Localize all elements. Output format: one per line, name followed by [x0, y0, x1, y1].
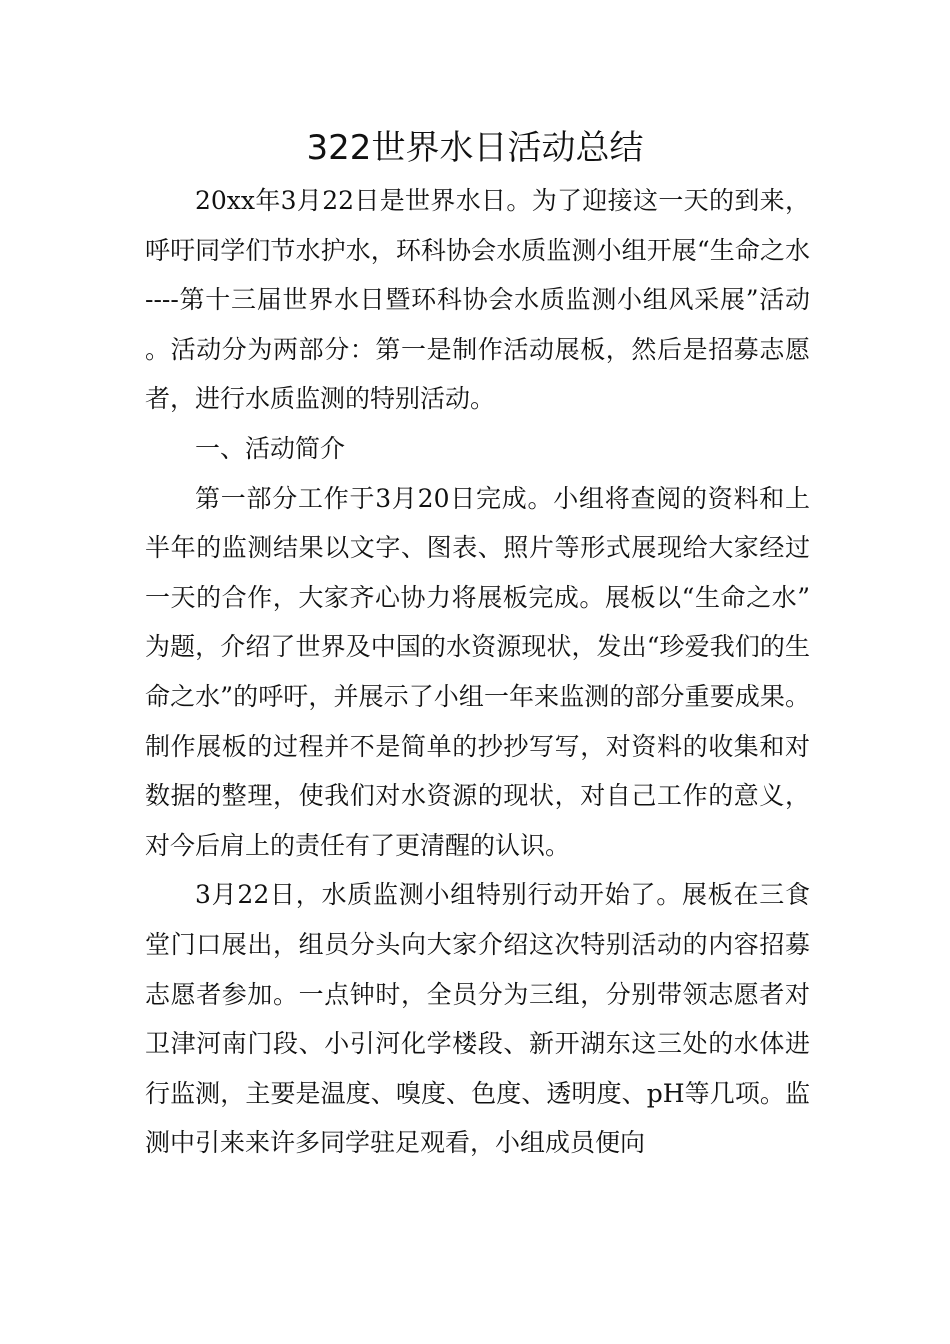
section-heading-activity-intro: 一、活动简介	[195, 433, 346, 463]
paragraph-intro: 20xx年3月22日是世界水日。为了迎接这一天的到来，呼吁同学们节水护水，环科协会水质监测小组开展“生命之水----第十三届世界水日暨环科协会水质监测小组风采展”活动。活动分为两部分：第一是制作活动展板，然后是招募志愿者，进行水质监测的特别活动。	[145, 186, 810, 414]
paragraph-march-22: 3月22日，水质监测小组特别行动开始了。展板在三食堂门口展出，组员分头向大家介绍这次特别活动的内容招募志愿者参加。一点钟时，全员分为三组，分别带领志愿者对卫津河南门段、小引河化学楼段、新开湖东这三处的水体进行监测，主要是温度、嗅度、色度、透明度、pH等几项。监测中引来来许多同学驻足观看，小组成员便向	[145, 880, 810, 1158]
document-body	[145, 176, 810, 1168]
paragraph-part-one: 第一部分工作于3月20日完成。小组将查阅的资料和上半年的监测结果以文字、图表、照片等形式展现给大家经过一天的合作，大家齐心协力将展板完成。展板以“生命之水”为题，介绍了世界及中国的水资源现状，发出“珍爱我们的生命之水”的呼吁，并展示了小组一年来监测的部分重要成果。制作展板的过程并不是简单的抄抄写写，对资料的收集和对数据的整理，使我们对水资源的现状，对自己工作的意义，对今后肩上的责任有了更清醒的认识。	[145, 483, 810, 860]
document-title: 322世界水日活动总结	[306, 128, 644, 168]
